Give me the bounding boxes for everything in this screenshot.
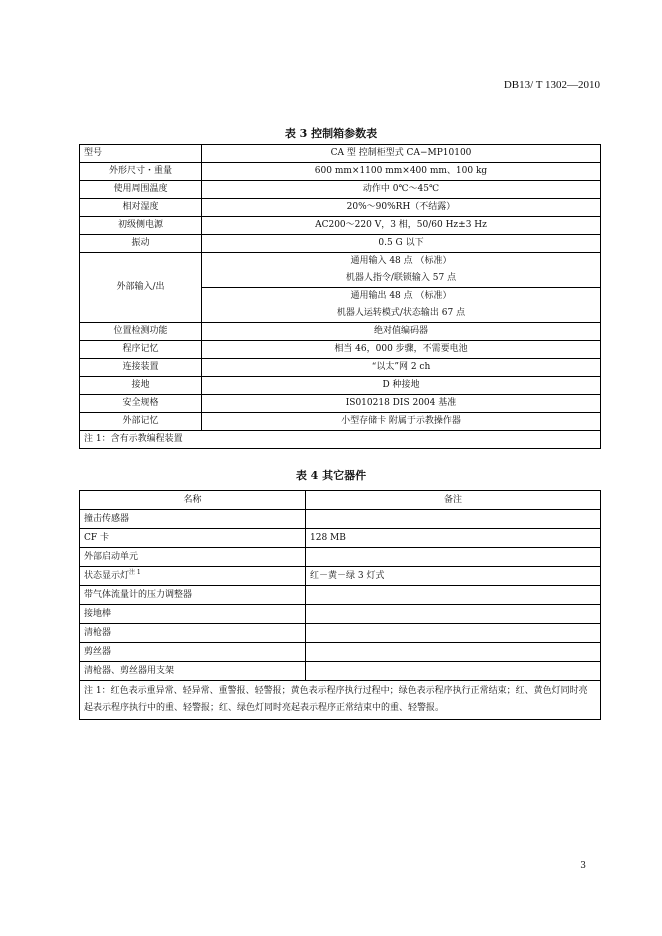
device-name: 外部启动单元 xyxy=(80,548,306,567)
param-name: 使用周围温度 xyxy=(80,181,202,199)
table-row xyxy=(80,395,601,413)
param-value: 相当 46，000 步骤，不需要电池 xyxy=(202,341,601,359)
param-value: “以太”网 2 ch xyxy=(202,359,601,377)
param-value-input xyxy=(202,253,601,288)
device-note xyxy=(306,643,601,662)
table-row xyxy=(80,199,601,217)
param-name: 初级侧电源 xyxy=(80,217,202,235)
page-number: 3 xyxy=(580,861,586,871)
device-name: CF 卡 xyxy=(80,529,306,548)
io-line: 通用输入 48 点 （标准） xyxy=(350,256,452,266)
device-name: 接地棒 xyxy=(80,605,306,624)
table-row xyxy=(80,529,601,548)
table-row xyxy=(80,323,601,341)
column-header-name: 名称 xyxy=(80,491,306,510)
param-value: 绝对值编码器 xyxy=(202,323,601,341)
table-row xyxy=(80,235,601,253)
device-note xyxy=(306,662,601,681)
table-note: 注 1：含有示教编程装置 xyxy=(80,431,601,449)
table-row xyxy=(80,567,601,586)
document-code: DB13/ T 1302—2010 xyxy=(503,79,600,91)
param-name: 外形尺寸・重量 xyxy=(80,163,202,181)
param-name: 接地 xyxy=(80,377,202,395)
table-row xyxy=(80,413,601,431)
param-name: 相对湿度 xyxy=(80,199,202,217)
param-name: 安全规格 xyxy=(80,395,202,413)
param-value: D 种接地 xyxy=(202,377,601,395)
param-name: 外部输入/出 xyxy=(80,253,202,323)
device-name: 剪丝器 xyxy=(80,643,306,662)
table-row xyxy=(80,145,601,163)
table-row xyxy=(80,341,601,359)
device-note xyxy=(306,605,601,624)
param-name: 位置检测功能 xyxy=(80,323,202,341)
param-name: 程序记忆 xyxy=(80,341,202,359)
device-name: 撞击传感器 xyxy=(80,510,306,529)
table-row xyxy=(80,662,601,681)
table4-title: 表 4 其它器件 xyxy=(295,469,367,482)
table-row xyxy=(80,624,601,643)
table-header-row xyxy=(80,491,601,510)
column-header-note: 备注 xyxy=(306,491,601,510)
param-value: 20%～90%RH（不结露） xyxy=(202,199,601,217)
table-note-row xyxy=(80,431,601,449)
table3-title: 表 3 控制箱参数表 xyxy=(284,127,378,140)
table-row xyxy=(80,377,601,395)
io-line: 机器人指令/联锁输入 57 点 xyxy=(345,273,457,283)
io-line: 通用输出 48 点 （标准） xyxy=(350,291,452,301)
param-value: 600 mm×1100 mm×400 mm、100 kg xyxy=(202,163,601,181)
table-row xyxy=(80,181,601,199)
table-row xyxy=(80,510,601,529)
param-name: 连接装置 xyxy=(80,359,202,377)
table-note: 注 1：红色表示重异常、轻异常、重警报、轻警报；黄色表示程序执行过程中；绿色表示程序执行正常结束；红、黄色灯同时亮起表示程序执行中的重、轻警报；红、绿色灯同时亮起表示程序正常结束中的重、轻警报。 xyxy=(80,681,601,720)
device-note xyxy=(306,624,601,643)
control-box-parameter-table xyxy=(79,144,601,449)
param-name: 外部记忆 xyxy=(80,413,202,431)
table-row xyxy=(80,217,601,235)
device-note xyxy=(306,548,601,567)
footnote-marker: 注 1 xyxy=(129,569,141,576)
table-row xyxy=(80,586,601,605)
device-note: 128 MB xyxy=(306,529,601,548)
device-name: 状态显示灯 xyxy=(84,571,130,581)
param-value-output xyxy=(202,288,601,323)
table-row xyxy=(80,163,601,181)
device-name: 带气体流量计的压力调整器 xyxy=(80,586,306,605)
other-devices-table xyxy=(79,490,601,720)
table-row xyxy=(80,359,601,377)
param-value: CA 型 控制柜型式 CA−MP10100 xyxy=(202,145,601,163)
table-note-row xyxy=(80,681,601,720)
param-name: 振动 xyxy=(80,235,202,253)
param-value: 0.5 G 以下 xyxy=(202,235,601,253)
table-row xyxy=(80,643,601,662)
device-name: 清枪器、剪丝器用支架 xyxy=(80,662,306,681)
param-value: AC200～220 V，3 相，50/60 Hz±3 Hz xyxy=(202,217,601,235)
device-name: 清枪器 xyxy=(80,624,306,643)
device-note xyxy=(306,510,601,529)
table-row xyxy=(80,253,601,288)
io-line: 机器人运转模式/状态输出 67 点 xyxy=(336,308,466,318)
param-value: IS010218 DIS 2004 基准 xyxy=(202,395,601,413)
device-note xyxy=(306,586,601,605)
device-note: 红－黄－绿 3 灯式 xyxy=(306,567,601,586)
param-value: 小型存储卡 附属于示教操作器 xyxy=(202,413,601,431)
param-value: 动作中 0℃～45℃ xyxy=(202,181,601,199)
device-name-cell xyxy=(80,567,306,586)
table-row xyxy=(80,605,601,624)
table-row xyxy=(80,548,601,567)
param-name: 型号 xyxy=(80,145,202,163)
